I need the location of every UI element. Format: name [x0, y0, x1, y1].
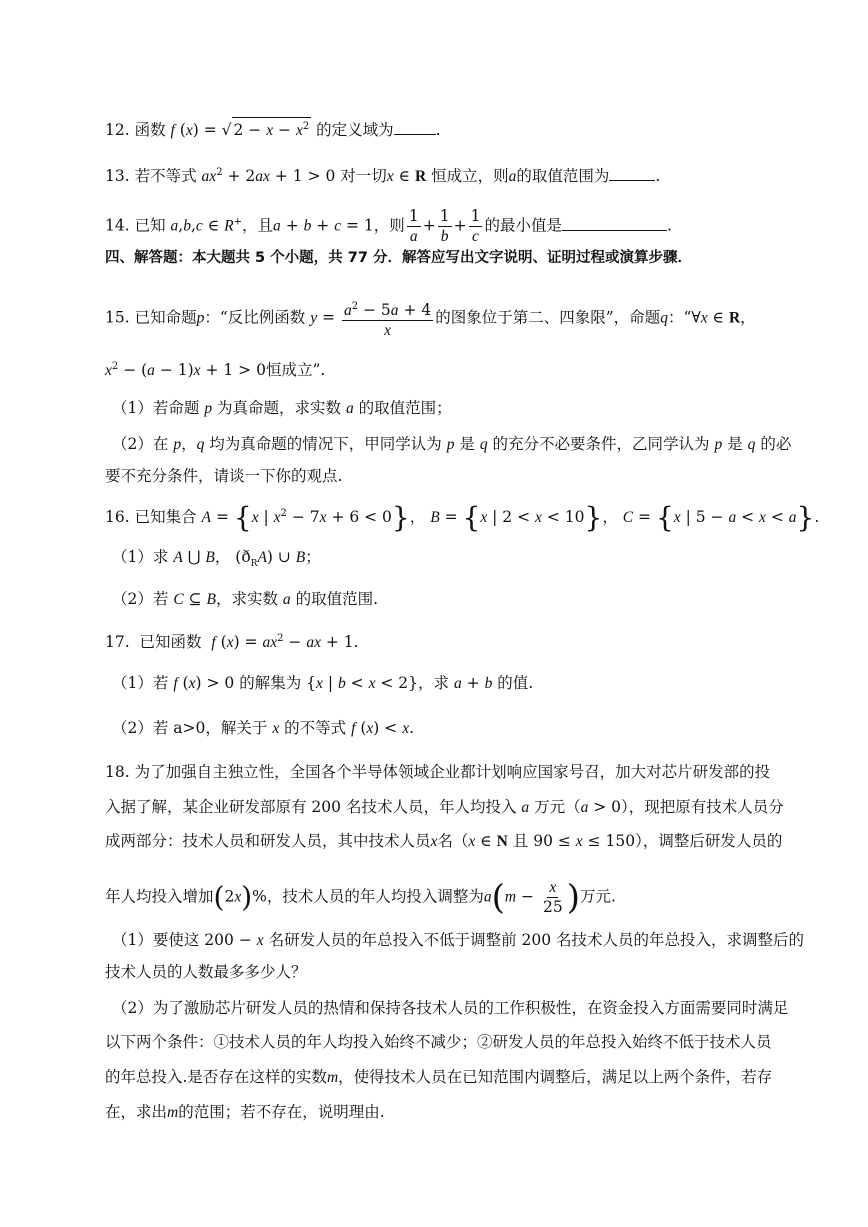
- question-17: 17. 已知函数 f $(x) = ax^2$ − ax + 1.: [105, 633, 359, 652]
- question-17-part2: （2）若 a>0，解关于 x 的不等式 f (x) < x.: [112, 719, 415, 737]
- question-18-part1: （1）要使这 200 − x 名研发人员的年总投入不低于调整前 200 名技术人员的年总投入，求调整后的: [112, 931, 805, 949]
- question-15-part2: （2）在 p，q 均为真命题的情况下，甲同学认为 p 是 q 的充分不必要条件，乙同学认为 p 是 q 的必: [112, 435, 792, 453]
- question-18-line2: 入据了解，某企业研发部原有 200 名技术人员，年人均投入 a 万元（a > 0），现把原有技术人员分: [105, 798, 784, 816]
- question-18-line4: 年人均投入增加(2x)%，技术人员的年人均投入调整为a(m − $\frac{x}{25}$ )万元.: [105, 877, 616, 918]
- question-number: 18.: [105, 763, 130, 781]
- question-text: 的最小值是: [484, 216, 562, 235]
- question-text: ，且: [242, 216, 274, 235]
- question-number: 14.: [105, 216, 130, 235]
- question-15-line2: $x^2 - (a - 1)x + 1 > 0$恒成立”.: [105, 361, 326, 380]
- answer-blank[interactable]: [394, 120, 436, 135]
- question-text: 已知命题: [134, 308, 197, 327]
- question-18-part2-l2: 以下两个条件：①技术人员的年人均投入始终不减少；②研发人员的年总投入始终不低于技术人员: [105, 1033, 772, 1051]
- question-16: 16. 已知集合 A = {x | $x^2 - 7x + 6 < 0$}， B = {x | 2 < x < 10}， C = {x | 5 − a < x < a}.: [105, 501, 820, 535]
- question-number: 17.: [105, 633, 130, 652]
- question-text: 已知: [134, 216, 166, 235]
- question-13: 13. 若不等式 $ax^2 + 2ax + 1 > 0$ 对一切x ∈ R 恒成立，则a的取值范围为 .: [105, 167, 661, 186]
- question-text: 若不等式: [134, 167, 197, 186]
- question-15-part2-cont: 要不充分条件，请谈一下你的观点.: [105, 467, 343, 485]
- question-text: 的取值范围为: [516, 167, 610, 186]
- question-18-part2: （2）为了激励芯片研发人员的热情和保持各技术人员的工作积极性，在资金投入方面需要同时满足: [112, 999, 789, 1017]
- question-number: 16.: [105, 508, 130, 527]
- question-18-line3: 成两部分：技术人员和研发人员，其中技术人员x名（x ∈ N 且 90 ≤ x ≤ 150），调整后研发人员的: [105, 832, 783, 850]
- section-heading: 四、解答题：本大题共 5 个小题，共 77 分．解答应写出文字说明、证明过程或演算步骤．: [105, 250, 692, 266]
- question-17-part1: （1）若 f (x) > 0 的解集为 {x | b < x < 2}，求 a + b 的值.: [112, 674, 534, 692]
- answer-blank[interactable]: [562, 216, 667, 231]
- question-12: 12. 函数 f (x) = √ $2 - x - x^2$ 的定义域为 .: [105, 117, 441, 142]
- question-text: 的定义域为: [316, 121, 394, 140]
- question-text: 对一切: [340, 167, 387, 186]
- question-18: 18. 为了加强自主独立性，全国各个半导体领域企业都计划响应国家号召，加大对芯片研发部的投: [105, 763, 771, 781]
- question-text: 恒成立，则: [431, 167, 509, 186]
- question-15-part1: （1）若命题 p 为真命题，求实数 a 的取值范围；: [112, 399, 452, 417]
- question-16-part2: （2）若 C ⊆ B，求实数 a 的取值范围.: [112, 590, 379, 608]
- question-text: 函数: [134, 121, 166, 140]
- question-number: 13.: [105, 167, 130, 186]
- answer-blank[interactable]: [609, 166, 655, 181]
- question-number: 15.: [105, 308, 130, 327]
- question-number: 12.: [105, 121, 130, 140]
- question-16-part1: （1）求 A ⋃ B， $(ð_RA)$ ∪ B；: [112, 548, 321, 570]
- question-text: ，则: [373, 216, 405, 235]
- question-18-part1-cont: 技术人员的人数最多多少人？: [105, 963, 307, 981]
- question-18-part2-l3: 的年总投入.是否存在这样的实数m，使得技术人员在已知范围内调整后，满足以上两个条件，若存: [105, 1068, 773, 1086]
- question-18-part2-l4: 在，求出m的范围；若不存在，说明理由.: [105, 1103, 385, 1121]
- question-15: 15. 已知命题p：“反比例函数 y = $\frac{a^2 - 5a + 4}{x}$ 的图象位于第二、四象限”，命题q：“∀x ∈ R，: [105, 297, 756, 340]
- question-14: 14. 已知 a,b,c ∈ R+，且a + b + c = 1，则 $\frac{1}{a}$ + $\frac{1}{b}$ + $\frac{1}{c}$ 的最小值是 .: [105, 207, 672, 245]
